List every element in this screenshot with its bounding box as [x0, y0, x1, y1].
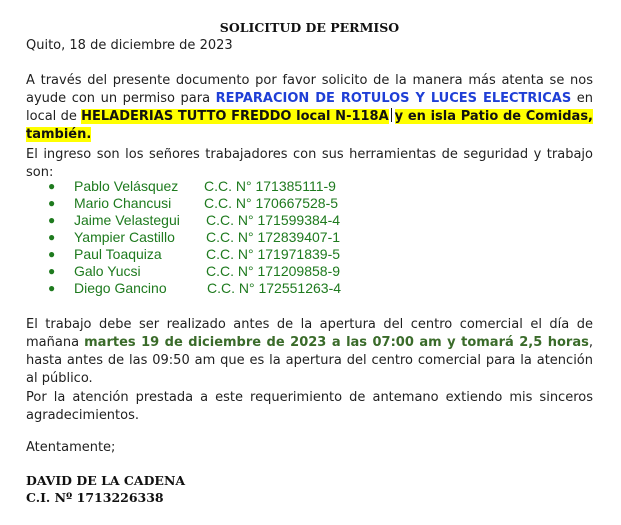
worker-id: C.C. N° 171971839-5 — [206, 246, 341, 262]
bullet-icon: ● — [48, 247, 56, 261]
worker-name: Galo Yucsi — [74, 263, 141, 279]
worker-id: C.C. N° 172839407-1 — [206, 229, 341, 245]
document-title: SOLICITUD DE PERMISO — [219, 20, 400, 35]
work-description: REPARACION DE ROTULOS Y LUCES ELECTRICAS — [215, 91, 572, 106]
bullet-icon: ● — [48, 230, 56, 244]
worker-name: Jaime Velastegui — [74, 212, 180, 228]
worker-id: C.C. N° 171209858-9 — [206, 263, 341, 279]
worker-name: Mario Chancusi — [74, 195, 172, 211]
worker-name: Paul Toaquiza — [74, 246, 162, 262]
worker-id: C.C. N° 171599384-4 — [206, 212, 341, 228]
signature-name: DAVID DE LA CADENA — [26, 473, 186, 488]
bullet-icon: ● — [48, 213, 56, 227]
extra-location-highlight: y en isla Patio de Comidas, también. — [26, 109, 593, 142]
worker-name: Diego Gancino — [74, 280, 167, 296]
schedule-paragraph — [26, 316, 593, 388]
request-intro: A través del presente documento por favor solicito de la manera más atenta se nos ayude con un permiso para — [26, 73, 593, 106]
bullet-icon: ● — [48, 196, 56, 210]
request-mid: en local de — [26, 91, 594, 124]
bullet-icon: ● — [48, 179, 56, 193]
thanks-paragraph: Por la atención prestada a este requerimiento de antemano extiendo mis sinceros agradecimientos. — [26, 390, 593, 423]
workers-intro-paragraph: El ingreso son los señores trabajadores con sus herramientas de seguridad y trabajo son: — [26, 147, 593, 180]
worker-id: C.C. N° 170667528-5 — [204, 195, 339, 211]
schedule-time: martes 19 de diciembre de 2023 a las 07:00 am y tomará 2,5 horas — [84, 335, 589, 350]
text-cursor — [391, 108, 392, 122]
worker-name: Yampier Castillo — [74, 229, 175, 245]
schedule-intro: El trabajo debe ser realizado antes de la apertura del centro comercial el día de mañana — [26, 317, 593, 350]
shop-name-highlight: HELADERIAS TUTTO FREDDO local N-118A — [81, 109, 389, 124]
bullet-icon: ● — [48, 281, 56, 295]
request-paragraph — [26, 72, 593, 144]
closing-line: Atentamente; — [26, 440, 116, 455]
bullet-icon: ● — [48, 264, 56, 278]
worker-id: C.C. N° 171385111-9 — [204, 178, 336, 194]
schedule-rest: , hasta antes de las 09:50 am que es la apertura del centro comercial para la atención al público. — [26, 335, 593, 386]
worker-id: C.C. N° 172551263-4 — [207, 280, 342, 296]
date-line: Quito, 18 de diciembre de 2023 — [26, 38, 233, 53]
worker-name: Pablo Velásquez — [74, 178, 179, 194]
signature-id: C.I. Nº 1713226338 — [26, 490, 164, 505]
